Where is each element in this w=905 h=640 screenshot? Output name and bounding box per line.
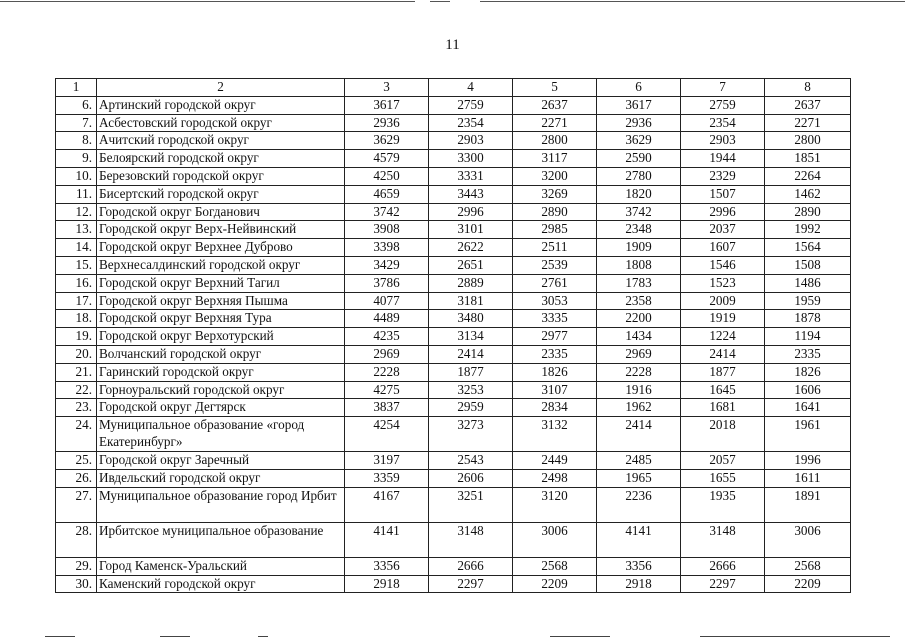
value-cell: 4579 [345,150,429,168]
value-cell: 2969 [597,345,681,363]
table-row [56,522,851,557]
municipality-name: Гаринский городской округ [97,363,345,381]
table-row [56,452,851,470]
value-cell: 1909 [597,239,681,257]
value-cell: 1962 [597,399,681,417]
value-cell: 1655 [681,469,765,487]
value-cell: 1641 [765,399,851,417]
table-row [56,310,851,328]
municipality-name: Городской округ Верхняя Пышма [97,292,345,310]
value-cell: 3181 [429,292,513,310]
value-cell: 1508 [765,256,851,274]
value-cell: 2009 [681,292,765,310]
value-cell: 2414 [597,417,681,452]
value-cell: 1916 [597,381,681,399]
value-cell: 2209 [765,575,851,593]
municipality-name: Город Каменск-Уральский [97,557,345,575]
value-cell: 2936 [597,114,681,132]
value-cell: 1783 [597,274,681,292]
header-cell: 8 [765,79,851,97]
value-cell: 2037 [681,221,765,239]
value-cell: 3617 [597,96,681,114]
header-cell: 6 [597,79,681,97]
value-cell: 3251 [429,487,513,522]
value-cell: 3443 [429,185,513,203]
value-cell: 3120 [513,487,597,522]
value-cell: 3117 [513,150,597,168]
value-cell: 2228 [345,363,429,381]
value-cell: 3617 [345,96,429,114]
value-cell: 2543 [429,452,513,470]
value-cell: 3359 [345,469,429,487]
value-cell: 2903 [681,132,765,150]
value-cell: 1486 [765,274,851,292]
table-row [56,575,851,593]
value-cell: 2485 [597,452,681,470]
table-row [56,239,851,257]
table-row [56,469,851,487]
header-cell: 7 [681,79,765,97]
value-cell: 4141 [597,522,681,557]
value-cell: 1851 [765,150,851,168]
municipality-name: Городской округ Верх-Нейвинский [97,221,345,239]
value-cell: 2568 [765,557,851,575]
value-cell: 1224 [681,328,765,346]
value-cell: 1564 [765,239,851,257]
header-cell: 2 [97,79,345,97]
value-cell: 2759 [681,96,765,114]
value-cell: 1891 [765,487,851,522]
header-cell: 5 [513,79,597,97]
value-cell: 2996 [681,203,765,221]
value-cell: 2969 [345,345,429,363]
value-cell: 2498 [513,469,597,487]
value-cell: 1996 [765,452,851,470]
value-cell: 2890 [765,203,851,221]
value-cell: 1992 [765,221,851,239]
row-number: 25. [56,452,97,470]
table-row [56,399,851,417]
value-cell: 3480 [429,310,513,328]
row-number: 9. [56,150,97,168]
table-row [56,557,851,575]
value-cell: 2348 [597,221,681,239]
row-number: 29. [56,557,97,575]
value-cell: 3786 [345,274,429,292]
value-cell: 2329 [681,167,765,185]
value-cell: 1935 [681,487,765,522]
value-cell: 2890 [513,203,597,221]
value-cell: 2959 [429,399,513,417]
value-cell: 1606 [765,381,851,399]
value-cell: 1877 [429,363,513,381]
value-cell: 2354 [681,114,765,132]
row-number: 21. [56,363,97,381]
value-cell: 2903 [429,132,513,150]
value-cell: 3742 [597,203,681,221]
row-number: 30. [56,575,97,593]
value-cell: 3197 [345,452,429,470]
value-cell: 2297 [681,575,765,593]
value-cell: 2354 [429,114,513,132]
value-cell: 2606 [429,469,513,487]
municipality-name: Муниципальное образование город Ирбит [97,487,345,522]
value-cell: 1523 [681,274,765,292]
row-number: 20. [56,345,97,363]
value-cell: 2666 [681,557,765,575]
row-number: 16. [56,274,97,292]
value-cell: 3335 [513,310,597,328]
value-cell: 2236 [597,487,681,522]
data-table [55,78,851,593]
value-cell: 1877 [681,363,765,381]
value-cell: 1645 [681,381,765,399]
value-cell: 2449 [513,452,597,470]
municipality-name: Каменский городской округ [97,575,345,593]
value-cell: 3273 [429,417,513,452]
row-number: 12. [56,203,97,221]
value-cell: 4659 [345,185,429,203]
value-cell: 3398 [345,239,429,257]
table-row [56,328,851,346]
table-row [56,203,851,221]
row-number: 10. [56,167,97,185]
row-number: 14. [56,239,97,257]
value-cell: 3006 [765,522,851,557]
value-cell: 3107 [513,381,597,399]
value-cell: 2018 [681,417,765,452]
value-cell: 2335 [513,345,597,363]
header-row [56,79,851,97]
value-cell: 4235 [345,328,429,346]
table-row [56,381,851,399]
value-cell: 3101 [429,221,513,239]
value-cell: 2057 [681,452,765,470]
municipality-name: Белоярский городской округ [97,150,345,168]
value-cell: 2800 [513,132,597,150]
value-cell: 4167 [345,487,429,522]
value-cell: 2834 [513,399,597,417]
row-number: 28. [56,522,97,557]
top-scan-border [0,0,905,4]
value-cell: 2977 [513,328,597,346]
row-number: 22. [56,381,97,399]
row-number: 15. [56,256,97,274]
municipality-name: Ивдельский городской округ [97,469,345,487]
municipality-name: Муниципальное образование «город Екатеринбург» [97,417,345,452]
value-cell: 2936 [345,114,429,132]
value-cell: 3331 [429,167,513,185]
row-number: 6. [56,96,97,114]
value-cell: 2780 [597,167,681,185]
value-cell: 1681 [681,399,765,417]
municipality-name: Городской округ Верхотурский [97,328,345,346]
municipality-name: Артинский городской округ [97,96,345,114]
bottom-scan-border [0,634,905,640]
value-cell: 4250 [345,167,429,185]
municipality-name: Ирбитское муниципальное образование [97,522,345,557]
row-number: 13. [56,221,97,239]
value-cell: 2985 [513,221,597,239]
municipality-name: Городской округ Верхнее Дуброво [97,239,345,257]
value-cell: 2297 [429,575,513,593]
header-cell: 4 [429,79,513,97]
value-cell: 2335 [765,345,851,363]
row-number: 27. [56,487,97,522]
value-cell: 4077 [345,292,429,310]
municipality-name: Березовский городской округ [97,167,345,185]
value-cell: 2511 [513,239,597,257]
header-cell: 1 [56,79,97,97]
value-cell: 2637 [513,96,597,114]
table-row [56,292,851,310]
value-cell: 3053 [513,292,597,310]
value-cell: 1434 [597,328,681,346]
value-cell: 3742 [345,203,429,221]
row-number: 26. [56,469,97,487]
value-cell: 2358 [597,292,681,310]
value-cell: 3356 [597,557,681,575]
value-cell: 3356 [345,557,429,575]
value-cell: 2264 [765,167,851,185]
row-number: 17. [56,292,97,310]
value-cell: 3200 [513,167,597,185]
table-row [56,345,851,363]
value-cell: 3837 [345,399,429,417]
row-number: 18. [56,310,97,328]
value-cell: 2271 [513,114,597,132]
value-cell: 4489 [345,310,429,328]
value-cell: 1820 [597,185,681,203]
value-cell: 1607 [681,239,765,257]
header-cell: 3 [345,79,429,97]
table-row [56,150,851,168]
value-cell: 1826 [513,363,597,381]
value-cell: 3629 [597,132,681,150]
value-cell: 3269 [513,185,597,203]
row-number: 19. [56,328,97,346]
table-row [56,487,851,522]
value-cell: 2590 [597,150,681,168]
value-cell: 3006 [513,522,597,557]
municipality-name: Городской округ Богданович [97,203,345,221]
value-cell: 2637 [765,96,851,114]
value-cell: 3629 [345,132,429,150]
value-cell: 1959 [765,292,851,310]
value-cell: 1944 [681,150,765,168]
value-cell: 3134 [429,328,513,346]
value-cell: 2228 [597,363,681,381]
value-cell: 3429 [345,256,429,274]
municipality-name: Волчанский городской округ [97,345,345,363]
value-cell: 3148 [681,522,765,557]
value-cell: 3148 [429,522,513,557]
value-cell: 2414 [681,345,765,363]
municipality-name: Верхнесалдинский городской округ [97,256,345,274]
value-cell: 3132 [513,417,597,452]
value-cell: 1961 [765,417,851,452]
value-cell: 2996 [429,203,513,221]
table-row [56,185,851,203]
value-cell: 1611 [765,469,851,487]
value-cell: 3908 [345,221,429,239]
page-number: 11 [445,37,460,53]
value-cell: 2651 [429,256,513,274]
value-cell: 1462 [765,185,851,203]
value-cell: 3300 [429,150,513,168]
table-row [56,114,851,132]
table-row [56,221,851,239]
municipality-name: Горноуральский городской округ [97,381,345,399]
value-cell: 1194 [765,328,851,346]
value-cell: 1965 [597,469,681,487]
value-cell: 4275 [345,381,429,399]
value-cell: 2889 [429,274,513,292]
municipality-name: Городской округ Дегтярск [97,399,345,417]
value-cell: 2918 [597,575,681,593]
table-row [56,96,851,114]
row-number: 23. [56,399,97,417]
value-cell: 1808 [597,256,681,274]
value-cell: 2759 [429,96,513,114]
value-cell: 2271 [765,114,851,132]
municipality-name: Бисертский городской округ [97,185,345,203]
value-cell: 2761 [513,274,597,292]
table-row [56,417,851,452]
value-cell: 2568 [513,557,597,575]
value-cell: 2800 [765,132,851,150]
municipality-name: Городской округ Верхняя Тура [97,310,345,328]
value-cell: 3253 [429,381,513,399]
value-cell: 1878 [765,310,851,328]
value-cell: 2666 [429,557,513,575]
value-cell: 1919 [681,310,765,328]
municipality-name: Асбестовский городской округ [97,114,345,132]
table-row [56,132,851,150]
value-cell: 1507 [681,185,765,203]
table-row [56,363,851,381]
row-number: 24. [56,417,97,452]
table-row [56,274,851,292]
table-row [56,167,851,185]
value-cell: 1826 [765,363,851,381]
value-cell: 4141 [345,522,429,557]
value-cell: 2414 [429,345,513,363]
table-row [56,256,851,274]
row-number: 8. [56,132,97,150]
value-cell: 2622 [429,239,513,257]
municipality-name: Ачитский городской округ [97,132,345,150]
value-cell: 2539 [513,256,597,274]
value-cell: 2200 [597,310,681,328]
value-cell: 2918 [345,575,429,593]
municipality-name: Городской округ Верхний Тагил [97,274,345,292]
value-cell: 4254 [345,417,429,452]
value-cell: 1546 [681,256,765,274]
municipality-name: Городской округ Заречный [97,452,345,470]
row-number: 7. [56,114,97,132]
value-cell: 2209 [513,575,597,593]
row-number: 11. [56,185,97,203]
